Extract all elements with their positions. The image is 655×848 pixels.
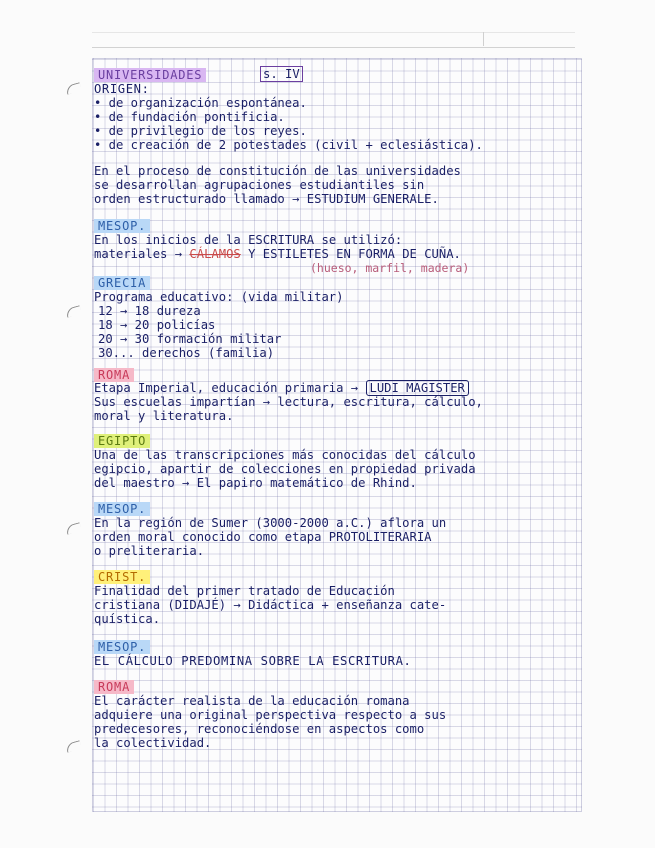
mesop-sumer-line: orden moral conocido como etapa PROTOLITERARIA bbox=[94, 530, 432, 544]
crist-line: cristiana (DIDAJÉ) → Didáctica + enseñanza cate- bbox=[94, 598, 447, 612]
text-fragment: Y ESTILETES EN FORMA DE CUÑA. bbox=[240, 247, 461, 261]
tag-universidades-label: UNIVERSIDADES bbox=[98, 68, 203, 82]
roma-realista-line: predecesores, reconociéndose en aspectos como bbox=[94, 722, 425, 736]
text-fragment: ESCRITURA bbox=[248, 233, 315, 247]
tag-roma bbox=[94, 680, 134, 694]
tag-mesop bbox=[94, 219, 150, 233]
materiales-note: (hueso, marfil, madera) bbox=[310, 261, 470, 275]
text-fragment: Etapa Imperial, educación primaria → bbox=[94, 381, 366, 395]
egipto-line: del maestro → El papiro matemático de Rhind. bbox=[94, 476, 417, 490]
tag-mesop bbox=[94, 502, 150, 516]
grecia-line: Programa educativo: (vida militar) bbox=[94, 290, 344, 304]
egipto-line: egipcio, apartir de colecciones en propiedad privada bbox=[94, 462, 476, 476]
struck-text: CÁLAMOS bbox=[189, 247, 241, 261]
universidades-paragraph-line: orden estructurado llamado → ESTUDIUM GENERALE. bbox=[94, 192, 439, 206]
grecia-line: 30... derechos (familia) bbox=[98, 346, 275, 360]
roma-line: Sus escuelas impartían → lectura, escritura, cálculo, bbox=[94, 395, 483, 409]
origen-bullet: • de creación de 2 potestades (civil + eclesiástica). bbox=[94, 138, 483, 152]
roma-realista-line: El carácter realista de la educación romana bbox=[94, 694, 410, 708]
tag-grecia-label: GRECIA bbox=[98, 276, 147, 290]
mesop-sumer-line: En la región de Sumer (3000-2000 a.C.) aflora un bbox=[94, 516, 447, 530]
tag-crist bbox=[94, 570, 150, 584]
roma-line: moral y literatura. bbox=[94, 409, 234, 423]
roma-realista-line: adquiere una original perspectiva respecto a sus bbox=[94, 708, 447, 722]
century-note-text: s. IV bbox=[260, 66, 303, 82]
tag-mesop bbox=[94, 640, 150, 654]
tag-mesop-label: MESOP. bbox=[98, 219, 147, 233]
text-fragment: En los inicios de la bbox=[94, 233, 249, 247]
universidades-century-note bbox=[250, 68, 303, 81]
tag-roma bbox=[94, 368, 134, 382]
tag-roma-label: ROMA bbox=[98, 680, 131, 694]
grecia-line: 18 → 20 policías bbox=[98, 318, 216, 332]
universidades-paragraph-line: En el proceso de constitución de las universidades bbox=[94, 164, 461, 178]
tag-roma-label: ROMA bbox=[98, 368, 131, 382]
tag-egipto bbox=[94, 434, 150, 448]
tag-egipto-label: EGIPTO bbox=[98, 434, 147, 448]
universidades-paragraph-line: se desarrollan agrupaciones estudiantiles sin bbox=[94, 178, 425, 192]
ludi-magister-box: LUDI MAGISTER bbox=[366, 380, 469, 396]
egipto-line: Una de las transcripciones más conocidas del cálculo bbox=[94, 448, 476, 462]
mesop-escritura-line bbox=[94, 234, 402, 247]
origen-heading: ORIGEN: bbox=[94, 82, 150, 96]
origen-bullet: • de privilegio de los reyes. bbox=[94, 124, 307, 138]
text-fragment: materiales → bbox=[94, 247, 190, 261]
tag-crist-label: CRIST. bbox=[98, 570, 147, 584]
text-fragment: se utilizó: bbox=[314, 233, 403, 247]
roma-etapa-line bbox=[94, 382, 469, 395]
tag-grecia bbox=[94, 276, 150, 290]
tag-mesop-label: MESOP. bbox=[98, 640, 147, 654]
mesop-sumer-line: o preliteraria. bbox=[94, 544, 205, 558]
roma-realista-line: la colectividad. bbox=[94, 736, 212, 750]
tag-universidades bbox=[94, 68, 206, 82]
crist-line: Finalidad del primer tratado de Educación bbox=[94, 584, 395, 598]
mesop-calculo-line: EL CÁLCULO PREDOMINA SOBRE LA ESCRITURA. bbox=[94, 654, 412, 668]
crist-line: quística. bbox=[94, 612, 161, 626]
grecia-line: 12 → 18 dureza bbox=[98, 304, 201, 318]
tag-mesop-label: MESOP. bbox=[98, 502, 147, 516]
mesop-materiales-line bbox=[94, 248, 461, 261]
origen-bullet: • de organización espontánea. bbox=[94, 96, 307, 110]
grecia-line: 20 → 30 formación militar bbox=[98, 332, 282, 346]
origen-bullet: • de fundación pontificia. bbox=[94, 110, 285, 124]
